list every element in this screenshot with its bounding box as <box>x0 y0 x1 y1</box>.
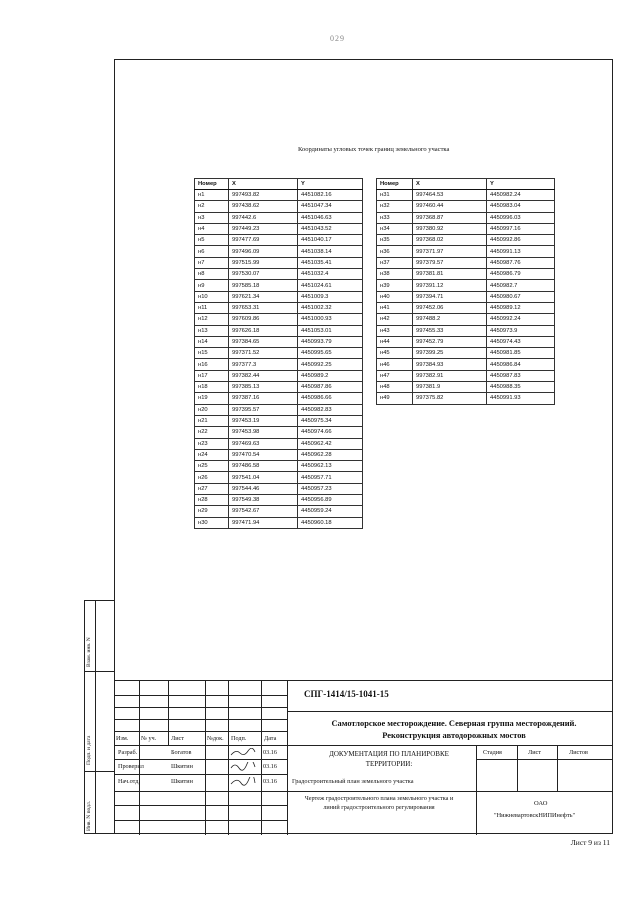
table-row <box>195 348 363 359</box>
coord-x: 997382.44 <box>229 370 298 381</box>
coord-x: 997399.25 <box>413 348 487 359</box>
coord-y: 4450983.04 <box>487 201 555 212</box>
table-row <box>377 212 555 223</box>
coord-y: 4450982.7 <box>487 280 555 291</box>
coord-x: 997368.87 <box>413 212 487 223</box>
left-side-strip <box>84 600 114 834</box>
point-number: н42 <box>377 314 413 325</box>
coord-x: 997626.18 <box>229 325 298 336</box>
coord-x: 997368.02 <box>413 235 487 246</box>
table-row <box>377 325 555 336</box>
col-doc: №док. <box>207 735 224 742</box>
page-number-top: 029 <box>330 34 345 43</box>
coord-x: 997438.62 <box>229 201 298 212</box>
coord-y: 4450997.16 <box>487 223 555 234</box>
col-sheets: Листов <box>569 749 588 756</box>
doc-subtitle: Градостроительный план земельного участка <box>292 778 414 785</box>
coord-x: 997442.6 <box>229 212 298 223</box>
coord-x: 997549.38 <box>229 495 298 506</box>
coord-x: 997453.98 <box>229 427 298 438</box>
point-number: н5 <box>195 235 229 246</box>
col-podp: Подп. <box>231 735 247 742</box>
coord-x: 997496.09 <box>229 246 298 257</box>
sheet-footer: Лист 9 из 11 <box>570 838 610 847</box>
table-row <box>195 461 363 472</box>
coord-y: 4450980.67 <box>487 291 555 302</box>
date-checker: 03.16 <box>263 763 277 770</box>
name-developer: Богатов <box>171 749 192 756</box>
coord-x: 997377.3 <box>229 359 298 370</box>
coord-x: 997541.04 <box>229 472 298 483</box>
table-row <box>195 370 363 381</box>
table-row <box>195 495 363 506</box>
coord-y: 4450988.35 <box>487 382 555 393</box>
table-row <box>195 212 363 223</box>
col-list: Лист <box>171 735 184 742</box>
coord-x: 997375.82 <box>413 393 487 404</box>
strip-label-replacement: Взам. инв. N <box>86 637 92 667</box>
coord-y: 4450992.24 <box>487 314 555 325</box>
coord-y: 4451024.61 <box>298 280 363 291</box>
point-number: н38 <box>377 269 413 280</box>
table-row <box>195 404 363 415</box>
point-number: н15 <box>195 348 229 359</box>
coord-y: 4451000.93 <box>298 314 363 325</box>
coord-x: 997385.13 <box>229 382 298 393</box>
table-row <box>377 235 555 246</box>
role-head: Нач.отд. <box>118 778 140 785</box>
coord-x: 997387.16 <box>229 393 298 404</box>
table-row <box>195 257 363 268</box>
table-row <box>195 359 363 370</box>
coord-x: 997488.2 <box>413 314 487 325</box>
coord-x: 997469.63 <box>229 438 298 449</box>
date-developer: 03.16 <box>263 749 277 756</box>
coord-x: 997452.79 <box>413 336 487 347</box>
coord-y: 4450989.12 <box>487 302 555 313</box>
table-row <box>195 223 363 234</box>
coord-x: 997455.33 <box>413 325 487 336</box>
coord-y: 4450974.66 <box>298 427 363 438</box>
point-number: н7 <box>195 257 229 268</box>
point-number: н27 <box>195 483 229 494</box>
table-row <box>195 325 363 336</box>
point-number: н48 <box>377 382 413 393</box>
col-izm: Изм. <box>116 735 129 742</box>
point-number: н41 <box>377 302 413 313</box>
point-number: н47 <box>377 370 413 381</box>
coord-y: 4451047.34 <box>298 201 363 212</box>
table-row <box>195 235 363 246</box>
coord-y: 4450982.83 <box>298 404 363 415</box>
point-number: н4 <box>195 223 229 234</box>
table-row <box>377 314 555 325</box>
point-number: н37 <box>377 257 413 268</box>
table-row <box>195 291 363 302</box>
coord-y: 4450996.03 <box>487 212 555 223</box>
table-row <box>377 269 555 280</box>
point-number: н9 <box>195 280 229 291</box>
coord-x: 997382.91 <box>413 370 487 381</box>
doc-title: ДОКУМЕНТАЦИЯ ПО ПЛАНИРОВКЕ ТЕРРИТОРИИ: <box>329 750 449 768</box>
table-row <box>377 359 555 370</box>
coord-y: 4450987.83 <box>487 370 555 381</box>
point-number: н33 <box>377 212 413 223</box>
coord-y: 4450957.71 <box>298 472 363 483</box>
table-row <box>195 517 363 528</box>
table-row <box>377 370 555 381</box>
table-row <box>195 427 363 438</box>
table-row <box>195 382 363 393</box>
table-row <box>195 302 363 313</box>
point-number: н1 <box>195 190 229 201</box>
coord-x: 997544.46 <box>229 483 298 494</box>
point-number: н31 <box>377 190 413 201</box>
coord-x: 997379.57 <box>413 257 487 268</box>
coord-x: 997394.71 <box>413 291 487 302</box>
coord-x: 997449.23 <box>229 223 298 234</box>
col-stadia: Стадия <box>483 749 502 756</box>
point-number: н2 <box>195 201 229 212</box>
coord-x: 997384.65 <box>229 336 298 347</box>
coord-y: 4450992.86 <box>487 235 555 246</box>
table-row <box>195 449 363 460</box>
point-number: н43 <box>377 325 413 336</box>
table-row <box>195 246 363 257</box>
coord-y: 4450957.23 <box>298 483 363 494</box>
coordinates-table-left <box>194 178 363 529</box>
point-number: н23 <box>195 438 229 449</box>
col-sheet: Лист <box>528 749 541 756</box>
drawing-title: Чертеж градостроительного плана земельного участка и линий градостроительного регулирования <box>304 795 454 811</box>
coord-y: 4451082.16 <box>298 190 363 201</box>
point-number: н14 <box>195 336 229 347</box>
col-uch: № уч. <box>141 735 157 742</box>
table-row <box>377 280 555 291</box>
coord-y: 4450991.13 <box>487 246 555 257</box>
table-row <box>195 280 363 291</box>
table-row <box>195 190 363 201</box>
role-checker: Проверил <box>118 763 144 770</box>
org-name: "НижневартовскНИПИнефть" <box>494 812 576 819</box>
point-number: н44 <box>377 336 413 347</box>
point-number: н16 <box>195 359 229 370</box>
coord-x: 997530.07 <box>229 269 298 280</box>
table-row <box>195 314 363 325</box>
point-number: н18 <box>195 382 229 393</box>
coord-x: 997452.06 <box>413 302 487 313</box>
table-row <box>377 348 555 359</box>
point-number: н12 <box>195 314 229 325</box>
coord-x: 997653.31 <box>229 302 298 313</box>
point-number: н46 <box>377 359 413 370</box>
coord-x: 997460.44 <box>413 201 487 212</box>
coord-y: 4450989.2 <box>298 370 363 381</box>
coord-y: 4451040.17 <box>298 235 363 246</box>
coord-x: 997486.58 <box>229 461 298 472</box>
table-row <box>195 269 363 280</box>
point-number: н36 <box>377 246 413 257</box>
table-row <box>377 382 555 393</box>
coord-y: 4450982.24 <box>487 190 555 201</box>
coord-y: 4450986.84 <box>487 359 555 370</box>
name-checker: Шкитин <box>171 763 193 770</box>
point-number: н29 <box>195 506 229 517</box>
coord-x: 997585.18 <box>229 280 298 291</box>
coord-y: 4450973.9 <box>487 325 555 336</box>
table-row <box>195 336 363 347</box>
header-y: Y <box>298 179 363 190</box>
table-row <box>377 291 555 302</box>
title-block <box>114 680 613 835</box>
point-number: н22 <box>195 427 229 438</box>
point-number: н30 <box>195 517 229 528</box>
point-number: н28 <box>195 495 229 506</box>
coord-y: 4451035.41 <box>298 257 363 268</box>
table-row <box>195 506 363 517</box>
coord-y: 4450962.42 <box>298 438 363 449</box>
coord-x: 997381.9 <box>413 382 487 393</box>
header-number: Номер <box>377 179 413 190</box>
name-head: Шкитин <box>171 778 193 785</box>
table-row <box>377 190 555 201</box>
table-row <box>195 472 363 483</box>
coord-x: 997621.34 <box>229 291 298 302</box>
coord-x: 997453.19 <box>229 415 298 426</box>
coord-y: 4450962.28 <box>298 449 363 460</box>
signature-head <box>230 777 256 786</box>
point-number: н26 <box>195 472 229 483</box>
table-row <box>195 393 363 404</box>
date-head: 03.16 <box>263 778 277 785</box>
table-row <box>377 336 555 347</box>
coord-x: 997515.99 <box>229 257 298 268</box>
point-number: н10 <box>195 291 229 302</box>
point-number: н35 <box>377 235 413 246</box>
coord-x: 997470.54 <box>229 449 298 460</box>
table-row <box>195 415 363 426</box>
coord-y: 4450991.93 <box>487 393 555 404</box>
table-row <box>377 302 555 313</box>
point-number: н3 <box>195 212 229 223</box>
table-row <box>377 201 555 212</box>
signature-checker <box>230 762 256 771</box>
coord-y: 4450960.18 <box>298 517 363 528</box>
point-number: н39 <box>377 280 413 291</box>
point-number: н11 <box>195 302 229 313</box>
point-number: н24 <box>195 449 229 460</box>
header-x: X <box>229 179 298 190</box>
coord-x: 997395.57 <box>229 404 298 415</box>
coord-y: 4450987.86 <box>298 382 363 393</box>
point-number: н8 <box>195 269 229 280</box>
coord-y: 4450986.66 <box>298 393 363 404</box>
coord-y: 4451032.4 <box>298 269 363 280</box>
coord-y: 4450959.24 <box>298 506 363 517</box>
coord-x: 997384.93 <box>413 359 487 370</box>
signature-developer <box>230 748 256 757</box>
coord-x: 997493.82 <box>229 190 298 201</box>
coord-y: 4451009.3 <box>298 291 363 302</box>
point-number: н6 <box>195 246 229 257</box>
document-code: СПГ-1414/15-1041-15 <box>304 689 389 699</box>
coord-y: 4450962.13 <box>298 461 363 472</box>
point-number: н19 <box>195 393 229 404</box>
header-x: X <box>413 179 487 190</box>
coord-x: 997391.12 <box>413 280 487 291</box>
coord-y: 4450956.89 <box>298 495 363 506</box>
coord-x: 997371.52 <box>229 348 298 359</box>
point-number: н40 <box>377 291 413 302</box>
table-row <box>377 223 555 234</box>
coord-x: 997609.86 <box>229 314 298 325</box>
point-number: н32 <box>377 201 413 212</box>
point-number: н21 <box>195 415 229 426</box>
table-row <box>195 201 363 212</box>
org-prefix: ОАО <box>534 800 548 807</box>
coord-y: 4450975.34 <box>298 415 363 426</box>
coord-y: 4451038.14 <box>298 246 363 257</box>
header-y: Y <box>487 179 555 190</box>
point-number: н49 <box>377 393 413 404</box>
coord-x: 997381.81 <box>413 269 487 280</box>
point-number: н17 <box>195 370 229 381</box>
coordinates-table-right <box>376 178 555 405</box>
coord-y: 4450986.79 <box>487 269 555 280</box>
coord-y: 4451043.52 <box>298 223 363 234</box>
table-row <box>195 483 363 494</box>
table-header-row <box>377 179 555 190</box>
role-developer: Разраб. <box>118 749 138 756</box>
coord-y: 4450993.79 <box>298 336 363 347</box>
col-data: Дата <box>264 735 277 742</box>
coord-x: 997464.53 <box>413 190 487 201</box>
point-number: н13 <box>195 325 229 336</box>
coord-y: 4450992.25 <box>298 359 363 370</box>
coord-y: 4450974.43 <box>487 336 555 347</box>
coord-y: 4451053.01 <box>298 325 363 336</box>
strip-label-signature-date: Подп. и дата <box>86 735 92 765</box>
coord-x: 997471.94 <box>229 517 298 528</box>
table-row <box>377 257 555 268</box>
point-number: н20 <box>195 404 229 415</box>
coord-y: 4450995.65 <box>298 348 363 359</box>
table-row <box>377 393 555 404</box>
coord-x: 997477.69 <box>229 235 298 246</box>
coord-x: 997380.92 <box>413 223 487 234</box>
coord-x: 997371.97 <box>413 246 487 257</box>
coord-y: 4451002.32 <box>298 302 363 313</box>
point-number: н34 <box>377 223 413 234</box>
table-row <box>377 246 555 257</box>
table-title: Координаты угловых точек границ земельного участка <box>298 146 450 153</box>
coord-y: 4451046.63 <box>298 212 363 223</box>
project-name: Самотлорское месторождение. Северная группа месторождений. Реконструкция автодорожных мостов <box>331 719 577 740</box>
coord-x: 997542.67 <box>229 506 298 517</box>
header-number: Номер <box>195 179 229 190</box>
strip-label-inventory: Инв. N подл. <box>86 800 92 831</box>
coord-y: 4450981.85 <box>487 348 555 359</box>
table-header-row <box>195 179 363 190</box>
point-number: н45 <box>377 348 413 359</box>
coord-y: 4450987.76 <box>487 257 555 268</box>
point-number: н25 <box>195 461 229 472</box>
table-row <box>195 438 363 449</box>
